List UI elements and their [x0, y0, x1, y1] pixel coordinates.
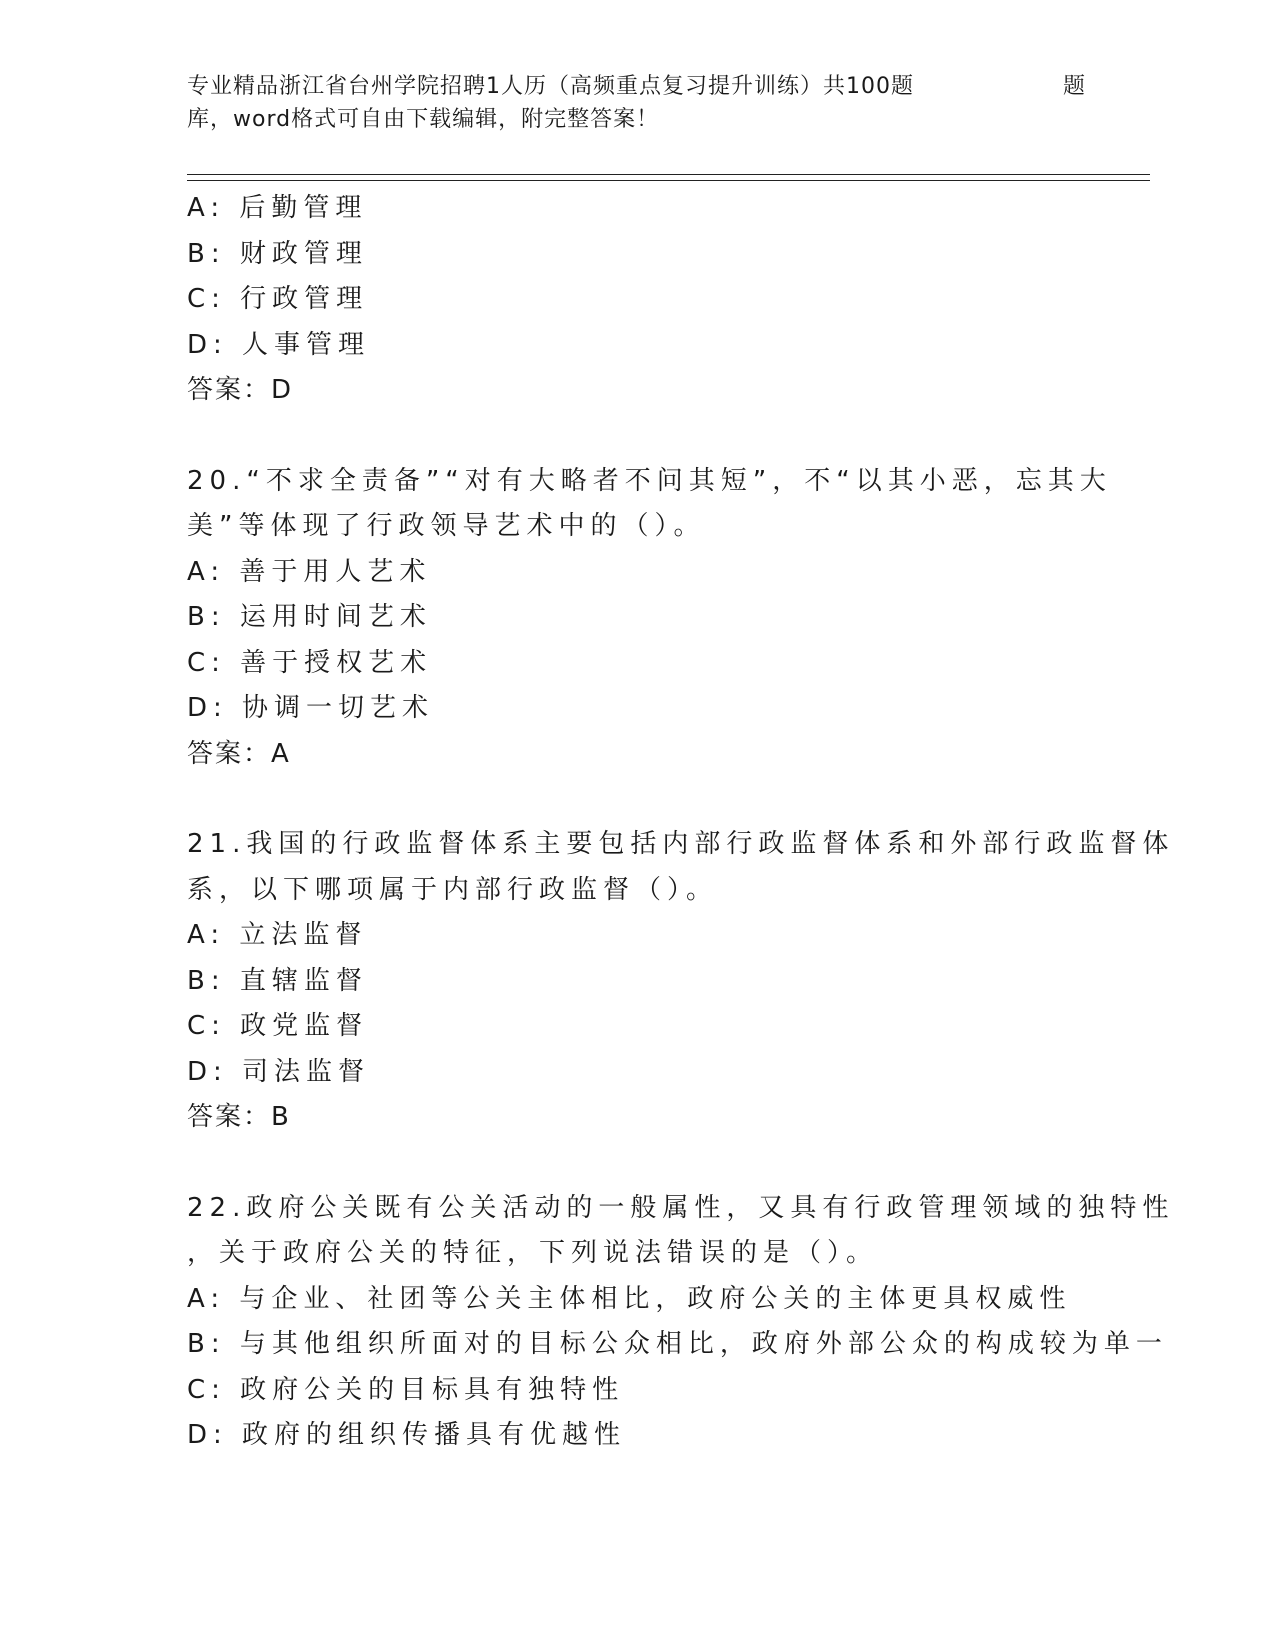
question-21 [187, 822, 1175, 1141]
question-stem-line-2: 系，以下哪项属于内部行政监督（）。 [187, 874, 719, 905]
option-c: C: 行政管理 [187, 284, 369, 314]
question-stem-line-1: 22.政府公关既有公关活动的一般属性，又具有行政管理领域的独特性 [187, 1192, 1175, 1223]
question-stem-line-1: 21.我国的行政监督体系主要包括内部行政监督体系和外部行政监督体 [187, 829, 1175, 859]
header-divider-top [187, 174, 1150, 175]
option-d: D: 协调一切艺术 [187, 693, 435, 723]
document-header [187, 70, 1087, 136]
answer: 答案：D [187, 375, 294, 405]
option-d: D: 人事管理 [187, 329, 371, 360]
option-a: A: 立法监督 [187, 920, 368, 950]
question-stem-line-2: 美”等体现了行政领导艺术中的（）。 [187, 511, 706, 541]
header-divider-bottom [187, 180, 1150, 181]
header-title-overflow: 题 [1063, 74, 1087, 99]
option-b: B: 与其他组织所面对的目标公众相比，政府外部公众的构成较为单一 [187, 1329, 1168, 1359]
spacer [187, 777, 1087, 822]
option-a: A: 与企业、社团等公关主体相比，政府公关的主体更具权威性 [187, 1283, 1072, 1314]
option-b: B: 运用时间艺术 [187, 602, 432, 632]
question-20 [187, 459, 1112, 778]
question-list [187, 186, 1175, 1459]
option-b: B: 财政管理 [187, 238, 368, 269]
answer: 答案：B [187, 1102, 291, 1132]
question-stem-line-1: 20.“不求全责备”“对有大略者不问其短”，不“以其小恶，忘其大 [187, 465, 1112, 496]
option-a: A: 善于用人艺术 [187, 556, 432, 587]
question-19 [187, 186, 1087, 414]
spacer [187, 1141, 1087, 1186]
option-c: C: 政府公关的目标具有独特性 [187, 1374, 625, 1405]
option-b: B: 直辖监督 [187, 965, 368, 996]
header-title-line-2: 库，word格式可自由下载编辑，附完整答案！ [187, 107, 660, 132]
option-c: C: 善于授权艺术 [187, 647, 433, 678]
answer: 答案：A [187, 738, 291, 769]
option-d: D: 政府的组织传播具有优越性 [187, 1420, 627, 1450]
spacer [187, 414, 1087, 459]
question-stem-line-2: ，关于政府公关的特征，下列说法错误的是（）。 [187, 1238, 879, 1268]
header-title-text: 专业精品浙江省台州学院招聘1人历（高频重点复习提升训练）共100题 [187, 74, 914, 99]
question-22 [187, 1186, 1175, 1459]
option-d: D: 司法监督 [187, 1056, 371, 1087]
header-title-line-1 [187, 70, 1087, 103]
option-c: C: 政党监督 [187, 1011, 369, 1041]
option-a: A: 后勤管理 [187, 193, 368, 223]
